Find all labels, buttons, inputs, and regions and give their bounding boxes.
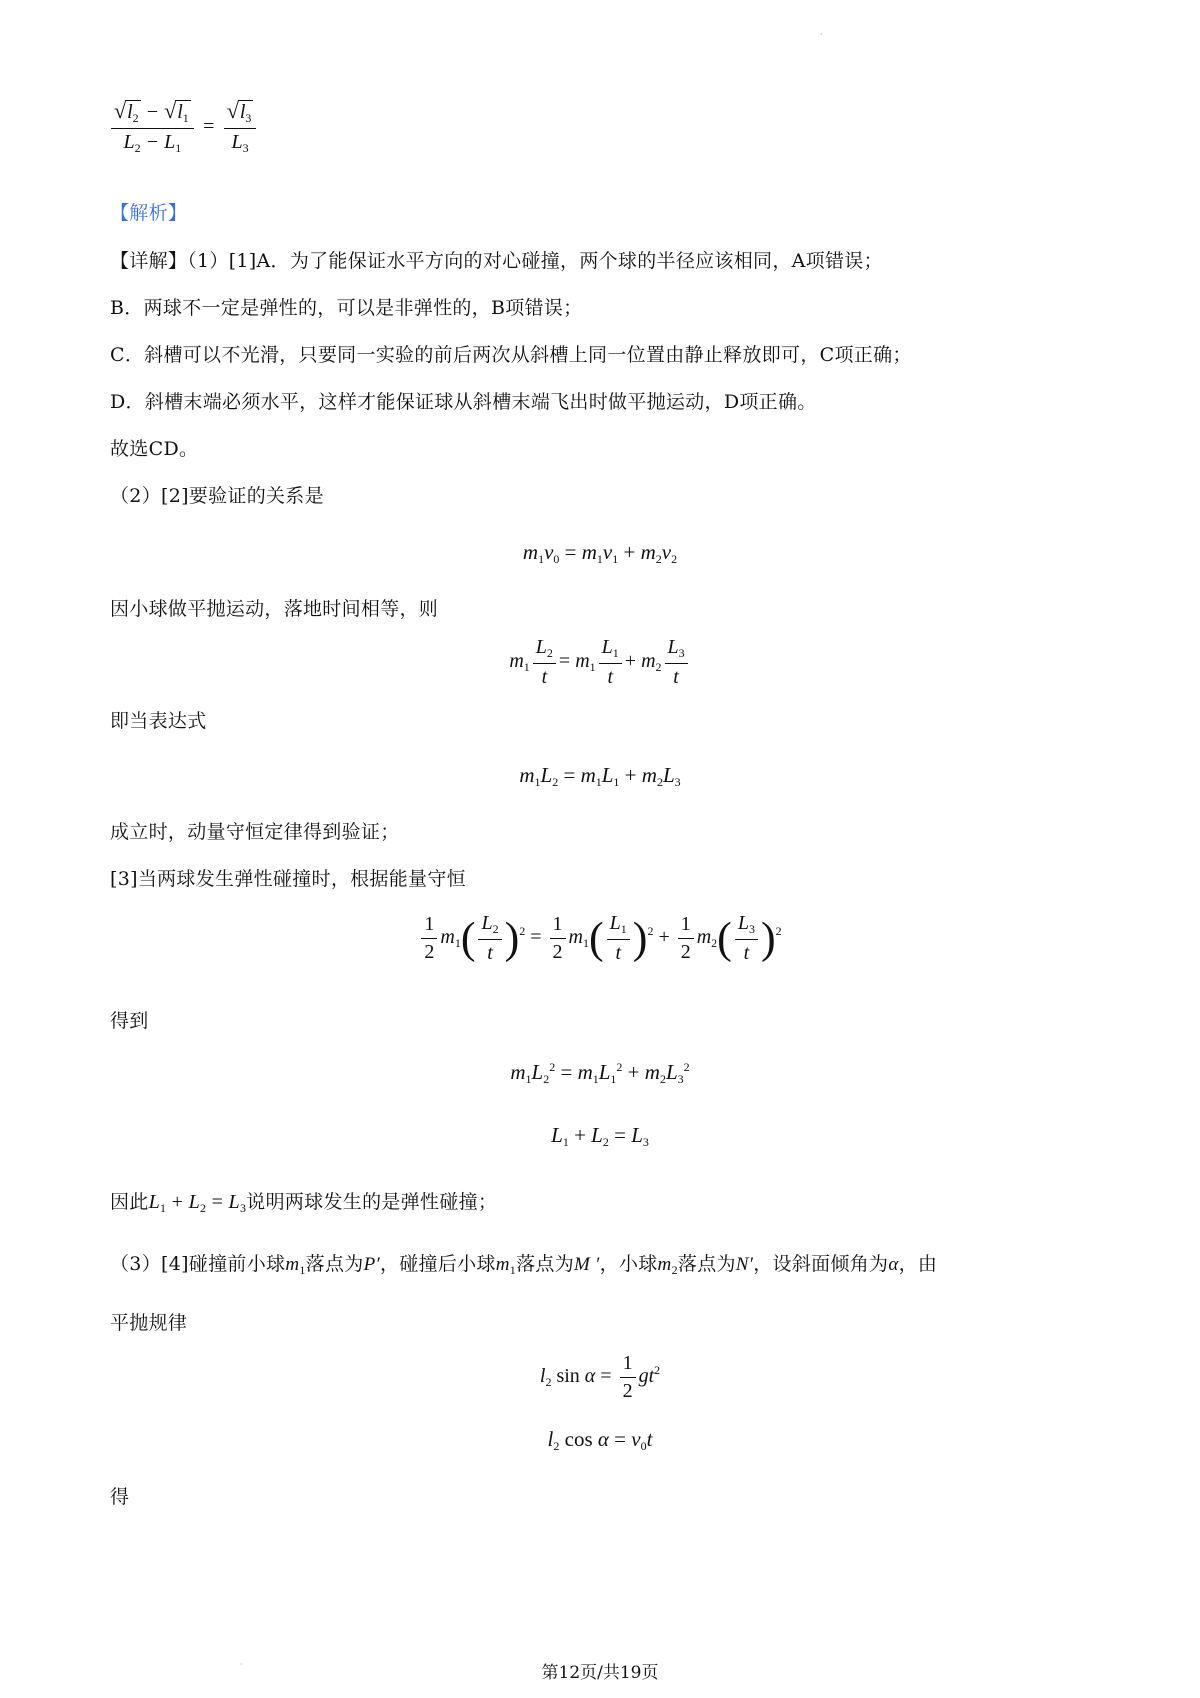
part2-intro: （2）[2]要验证的关系是: [110, 485, 324, 507]
detail-line-c: C．斜槽可以不光滑，只要同一实验的前后两次从斜槽上同一位置由静止释放即可，C项正确；: [110, 344, 912, 366]
equation-vertical: $l_2$ sin α = $\frac{1}{2}$ $gt^2$: [539, 1352, 661, 1402]
text-get-2: 得: [110, 1486, 130, 1508]
conclusion-pre: 因此: [110, 1191, 149, 1213]
detail-line-a: 【详解】（1）[1]A．为了能保证水平方向的对心碰撞，两个球的半径应该相同，A项错误；: [110, 250, 883, 272]
detail-line-d: D．斜槽末端必须水平，这样才能保证球从斜槽末端飞出时做平抛运动，D项正确。: [110, 391, 817, 413]
text-get-1: 得到: [110, 1010, 149, 1032]
equation-velocity: $m_1$ $\frac{L_2}{t}$ = $m_1$ $\frac{L_1}{t}$ + $m_2$ $\frac{L_3}{t}$: [0, 636, 1200, 689]
conclusion-post: 说明两球发生的是弹性碰撞；: [246, 1191, 498, 1213]
part4-text-h: ，由: [898, 1253, 938, 1275]
text-because: 因小球做平抛运动，落地时间相等，则: [110, 598, 439, 620]
scan-dot: ·: [820, 30, 823, 39]
part4-text-g: ，设斜面倾角为: [753, 1253, 889, 1275]
part4-text-d: 落点为: [516, 1253, 574, 1275]
equation-momentum: $m_1v_0 = m_1v_1 + m_2v_2$: [522, 540, 678, 566]
conclusion-line: 因此$L_1 + L_2 = L_3$说明两球发生的是弹性碰撞；: [110, 1191, 498, 1215]
answer-line: 故选CD。: [110, 438, 199, 460]
equation-horizontal: $l_2$ $\cos \alpha = v_0t$: [547, 1427, 653, 1453]
part4-text-b: 落点为: [305, 1253, 364, 1275]
equation-energy: $\frac{1}{2}$ $m_1$( $\frac{L_2}{t}$ )$^2$ = $\frac{1}{2}$ $m_1$( $\frac{L_1}{t}$ )$^2$ + $\frac{1}{2}$ $m_2$( $\frac{L_3}{t}$ )$^2$: [0, 912, 1200, 965]
text-expression: 即当表达式: [110, 710, 207, 732]
part4-line-2: 平抛规律: [110, 1312, 188, 1334]
detail-line-b: B．两球不一定是弹性的，可以是非弹性的，B项错误；: [110, 297, 583, 319]
scan-dot: ·: [240, 1660, 243, 1669]
analysis-label: 【解析】: [110, 202, 188, 224]
equation-squares: $m_1L_2^2 = m_1L_1^2 + m_2L_3^2$: [510, 1060, 690, 1086]
equation-distance: $m_1L_2 = m_1L_1 + m_2L_3$: [519, 763, 681, 789]
text-hold: 成立时，动量守恒定律得到验证；: [110, 821, 400, 843]
part4-text-f: 落点为: [677, 1253, 736, 1275]
part3-energy: [3]当两球发生弹性碰撞时，根据能量守恒: [110, 868, 466, 890]
equation-sum: $L_1 + L_2 = L_3$: [551, 1123, 649, 1149]
part4-text-c: ，碰撞后小球: [379, 1253, 496, 1275]
part4-text-a: （3）[4]碰撞前小球: [110, 1253, 286, 1275]
part4-line: （3）[4]碰撞前小球$m_1$落点为P′，碰撞后小球$m_1$落点为M ′，小球$m_2$落点为N′，设斜面倾角为α，由: [110, 1253, 938, 1277]
part4-text-e: ，小球: [599, 1253, 658, 1275]
page-footer: 第12页/共19页: [541, 1663, 659, 1683]
top-formula: $\frac{√l_2 - √l_1}{L_2 - L_1}$ = $\frac{√l_3}{L_3}$: [108, 98, 259, 156]
